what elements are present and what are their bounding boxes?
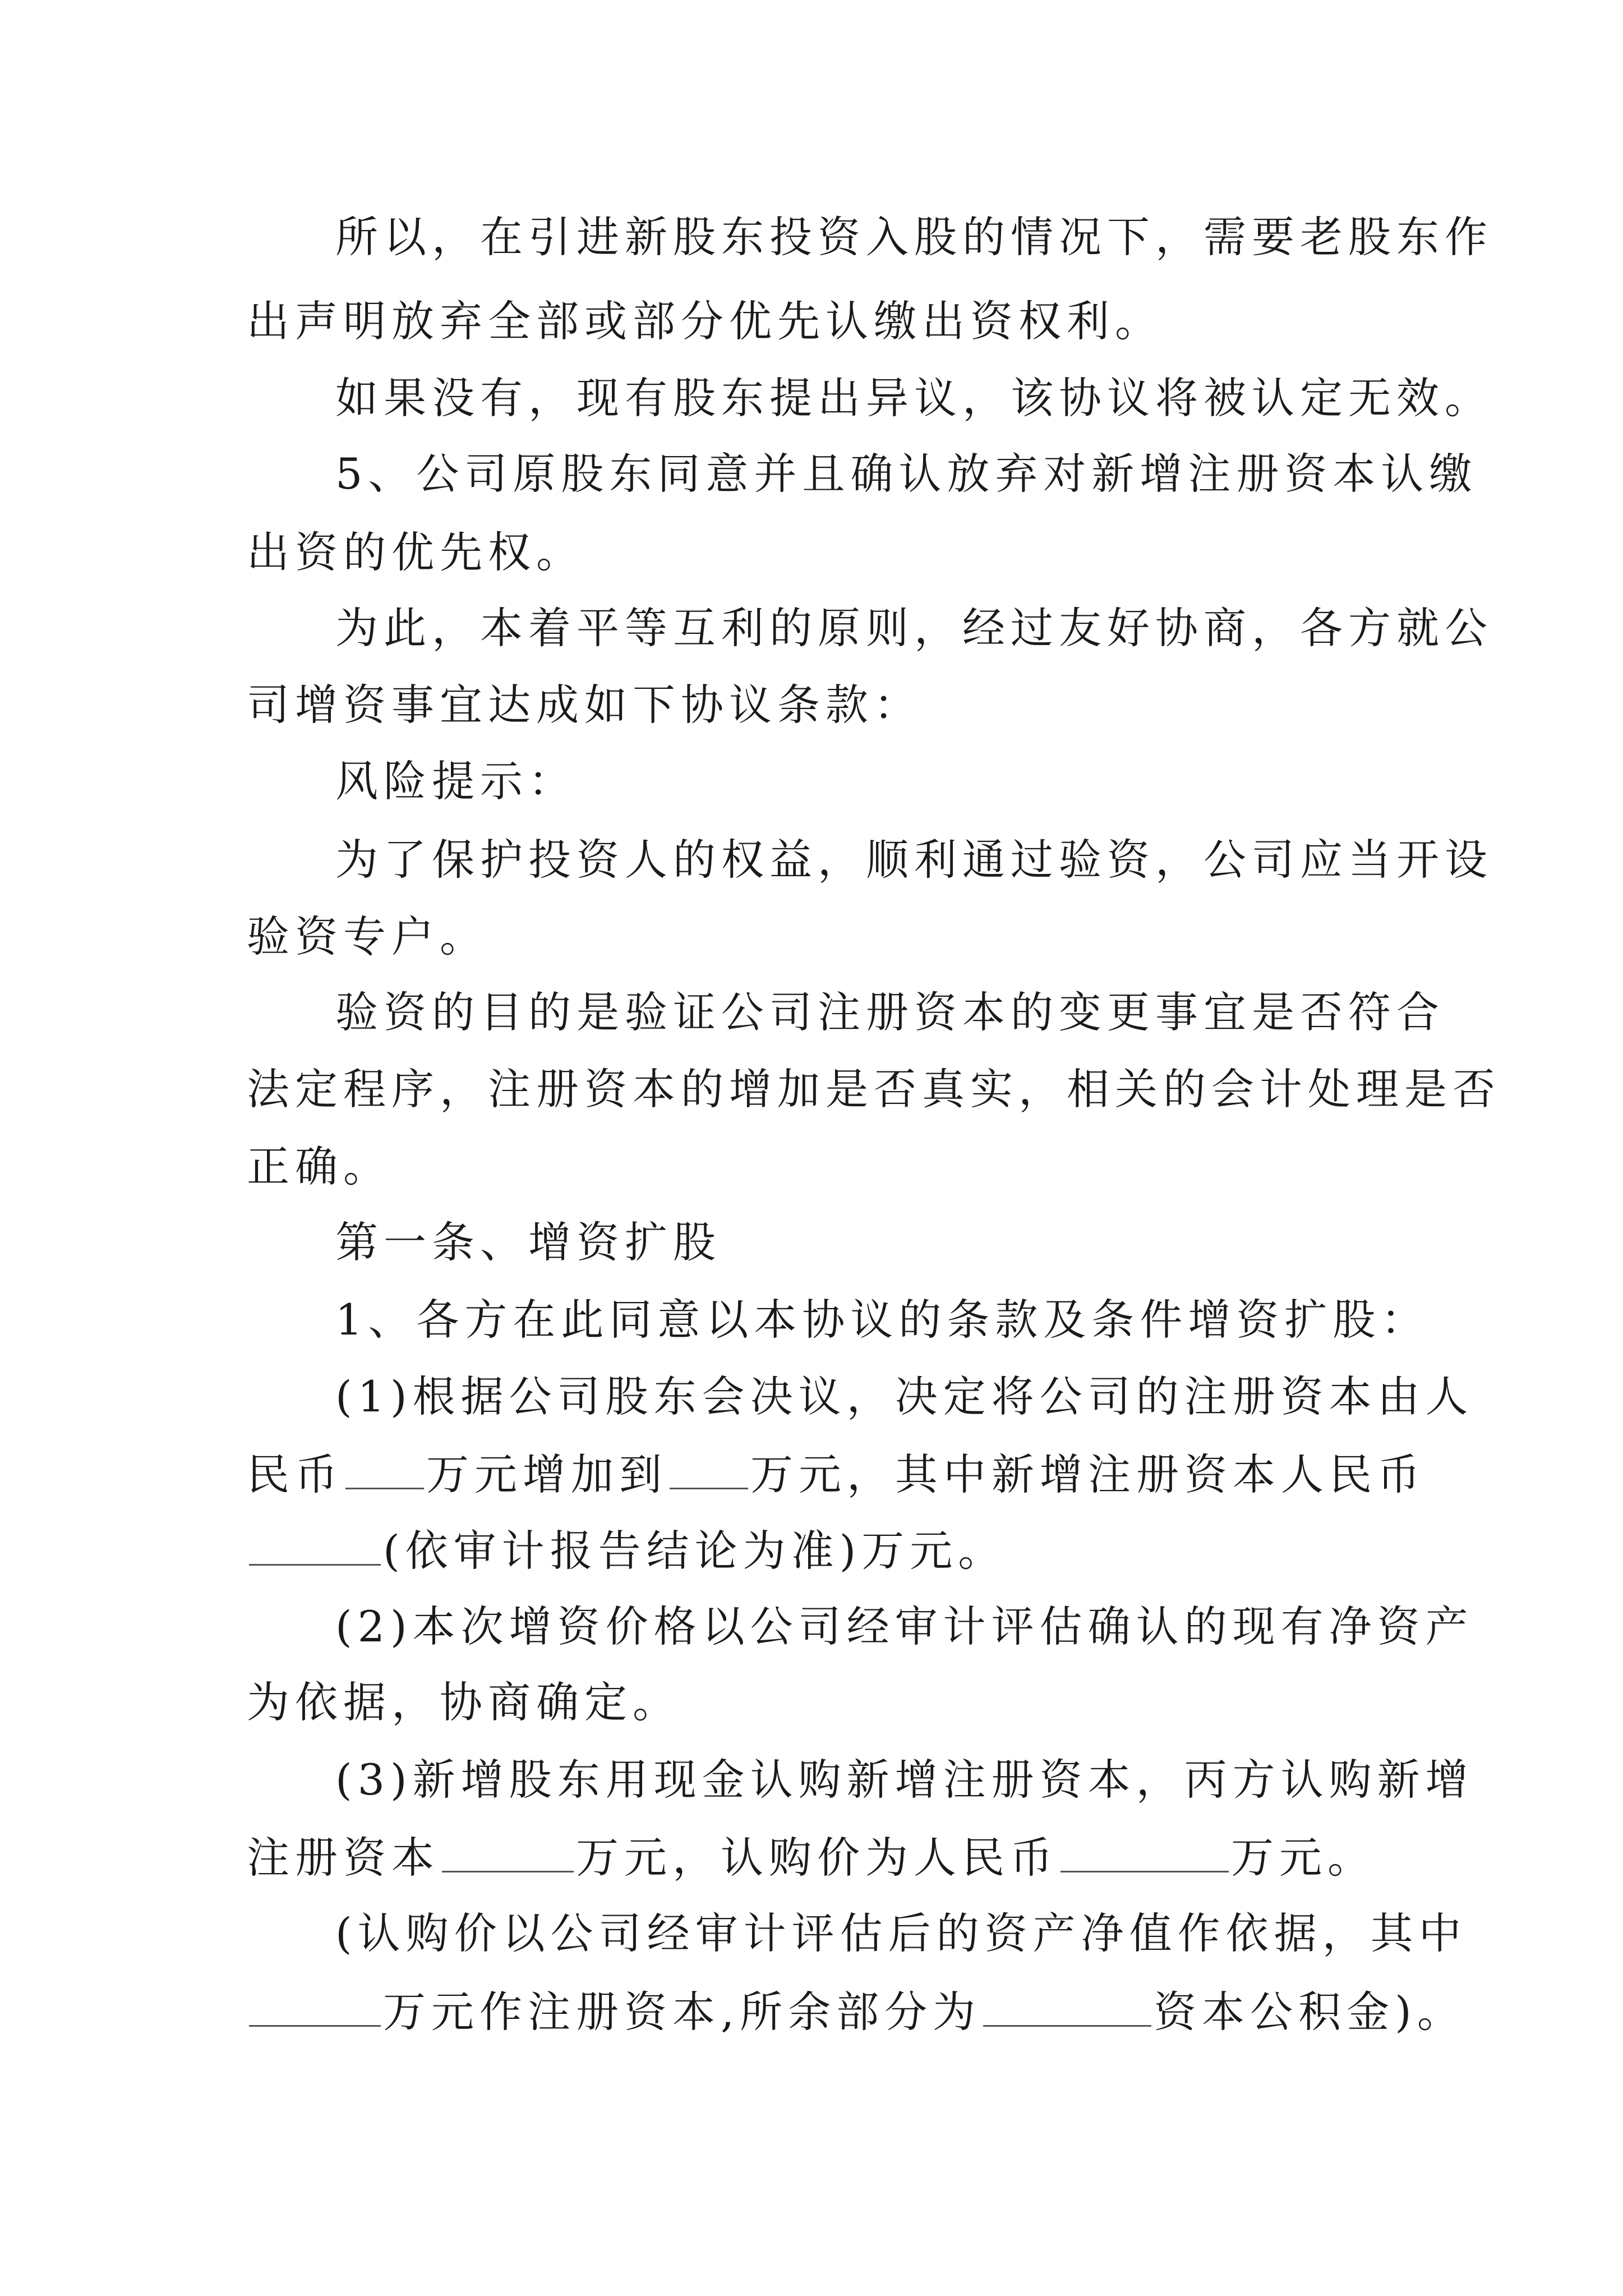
text-line: (1)根据公司股东会决议，决定将公司的注册资本由人 (335, 1372, 1474, 1421)
fill-blank (1061, 1832, 1229, 1872)
text-line: 5、公司原股东同意并且确认放弃对新增注册资本认缴 (335, 449, 1478, 499)
text-line: (认购价以公司经审计评估后的资产净值作依据，其中 (335, 1908, 1467, 1958)
fill-blank (345, 1448, 424, 1489)
text-line: 如果没有，现有股东提出异议，该协议将被认定无效。 (335, 373, 1493, 423)
text-line: 出资的优先权。 (247, 527, 584, 577)
fill-blank (670, 1448, 748, 1489)
text-line: 法定程序，注册资本的增加是否真实，相关的会计处理是否 (247, 1064, 1501, 1114)
text-line: 为依据，协商确定。 (247, 1677, 681, 1727)
text-line: 正确。 (247, 1142, 391, 1191)
text-line: 验资专户。 (247, 912, 488, 961)
text-line: 司增资事宜达成如下协议条款： (247, 680, 922, 730)
text-line: (2)本次增资价格以公司经审计评估确认的现有净资产 (335, 1602, 1474, 1651)
fill-blank (249, 1986, 381, 2027)
fill-blank (983, 1986, 1151, 2027)
text-line: 验资的目的是验证公司注册资本的变更事宜是否符合 (335, 987, 1445, 1037)
section-heading: 第一条、增资扩股 (335, 1217, 721, 1267)
text-line: 1、各方在此同意以本协议的条款及条件增资扩股： (335, 1295, 1430, 1345)
text-line: 为了保护投资人的权益，顺利通过验资，公司应当开设 (335, 835, 1493, 885)
text-line: 风险提示： (335, 756, 577, 806)
text-line-with-blanks: 注册资本 万元，认购价为人民币 万元。 (247, 1833, 1376, 1883)
text-line-with-blanks: (依审计报告结论为准)万元。 (247, 1525, 1006, 1576)
text-line-with-blanks: 民币 万元增加到 万元，其中新增注册资本人民币 (247, 1450, 1426, 1499)
text-line: 出声明放弃全部或部分优先认缴出资权利。 (247, 296, 1163, 346)
text-line: (3)新增股东用现金认购新增注册资本，丙方认购新增 (335, 1755, 1474, 1805)
text-line: 所以，在引进新股东投资入股的情况下，需要老股东作 (335, 212, 1493, 262)
fill-blank (442, 1832, 574, 1872)
fill-blank (249, 1525, 381, 1566)
text-line-with-blanks: 万元作注册资本,所余部分为 资本公积金)。 (247, 1986, 1465, 2037)
text-line: 为此，本着平等互利的原则，经过友好协商，各方就公 (335, 603, 1493, 653)
